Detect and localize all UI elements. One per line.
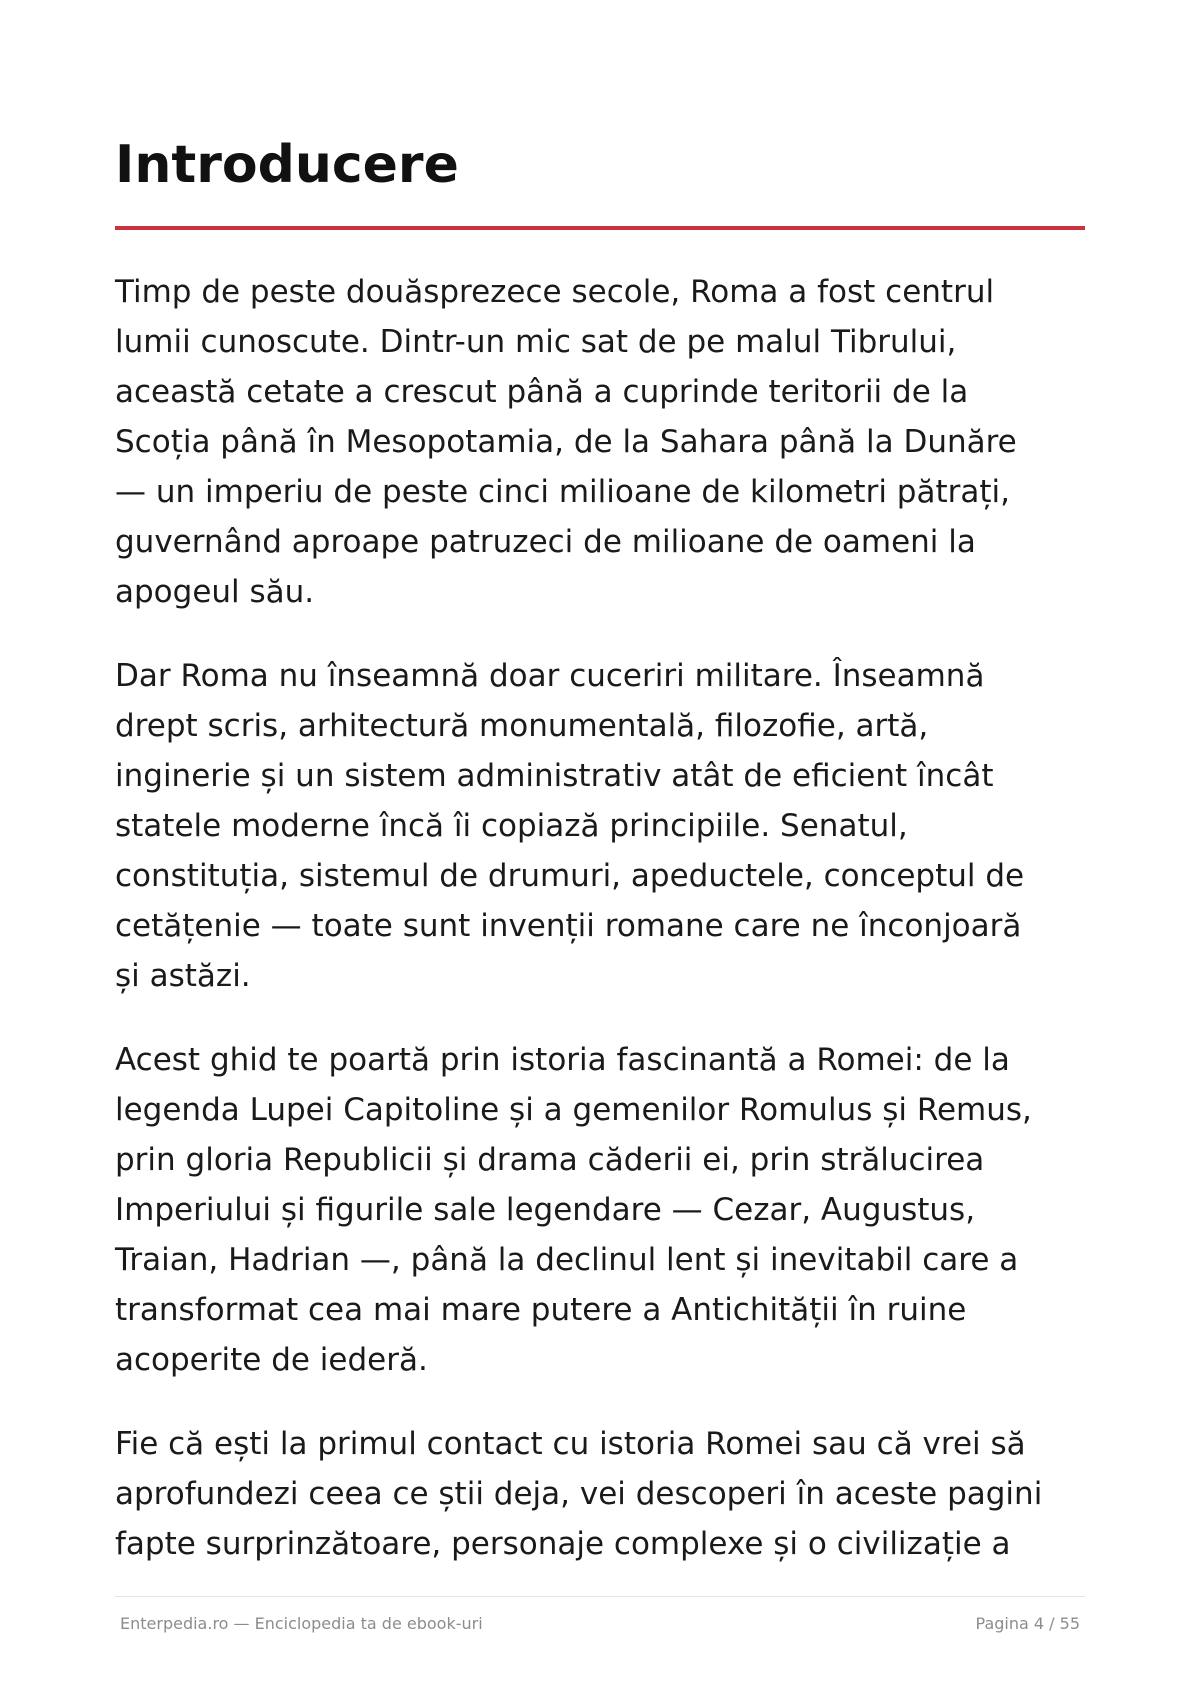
text-line: Scoția până în Mesopotamia, de la Sahara până la Dunăre <box>115 424 1017 460</box>
footer-page-number: Pagina 4 / 55 <box>975 1614 1080 1633</box>
text-line: drept scris, arhitectură monumentală, filozofie, artă, <box>115 708 929 744</box>
title-divider <box>115 226 1085 230</box>
text-line: — un imperiu de peste cinci milioane de kilometri pătrați, <box>115 474 1010 510</box>
text-line: Fie că ești la primul contact cu istoria Romei sau că vrei să <box>115 1426 1026 1462</box>
text-line: fapte surprinzătoare, personaje complexe și o civilizație a <box>115 1526 1011 1562</box>
text-line: Traian, Hadrian —, până la declinul lent și inevitabil care a <box>115 1242 1019 1278</box>
paragraph <box>115 651 1085 1001</box>
document-page <box>115 0 1085 1683</box>
text-line: acoperite de iederă. <box>115 1342 428 1378</box>
paragraph <box>115 1419 1085 1569</box>
text-line: Imperiului și figurile sale legendare — Cezar, Augustus, <box>115 1192 976 1228</box>
paragraph <box>115 1035 1085 1385</box>
text-line: și astăzi. <box>115 958 251 994</box>
page-title: Introducere <box>115 135 459 195</box>
text-line: această cetate a crescut până a cuprinde teritorii de la <box>115 374 969 410</box>
text-line: guvernând aproape patruzeci de milioane de oameni la <box>115 524 976 560</box>
text-line: statele moderne încă îi copiază principiile. Senatul, <box>115 808 908 844</box>
footer-site-name: Enterpedia.ro — Enciclopedia ta de ebook-uri <box>120 1614 483 1633</box>
text-line: legenda Lupei Capitoline și a gemenilor Romulus și Remus, <box>115 1092 1032 1128</box>
text-line: lumii cunoscute. Dintr-un mic sat de pe malul Tibrului, <box>115 324 957 360</box>
paragraph <box>115 267 1085 617</box>
footer-divider <box>115 1596 1085 1597</box>
text-line: apogeul său. <box>115 574 315 610</box>
text-line: cetățenie — toate sunt invenții romane care ne înconjoară <box>115 908 1022 944</box>
body-text <box>115 267 1085 1603</box>
text-line: constituția, sistemul de drumuri, apeductele, conceptul de <box>115 858 1025 894</box>
text-line: aprofundezi ceea ce știi deja, vei descoperi în aceste pagini <box>115 1476 1043 1512</box>
text-line: prin gloria Republicii și drama căderii ei, prin strălucirea <box>115 1142 985 1178</box>
text-line: transformat cea mai mare putere a Antichității în ruine <box>115 1292 967 1328</box>
text-line: inginerie și un sistem administrativ atât de eficient încât <box>115 758 994 794</box>
text-line: Timp de peste douăsprezece secole, Roma a fost centrul <box>115 274 995 310</box>
text-line: Dar Roma nu înseamnă doar cuceriri militare. Înseamnă <box>115 658 985 694</box>
text-line: Acest ghid te poartă prin istoria fascinantă a Romei: de la <box>115 1042 1010 1078</box>
